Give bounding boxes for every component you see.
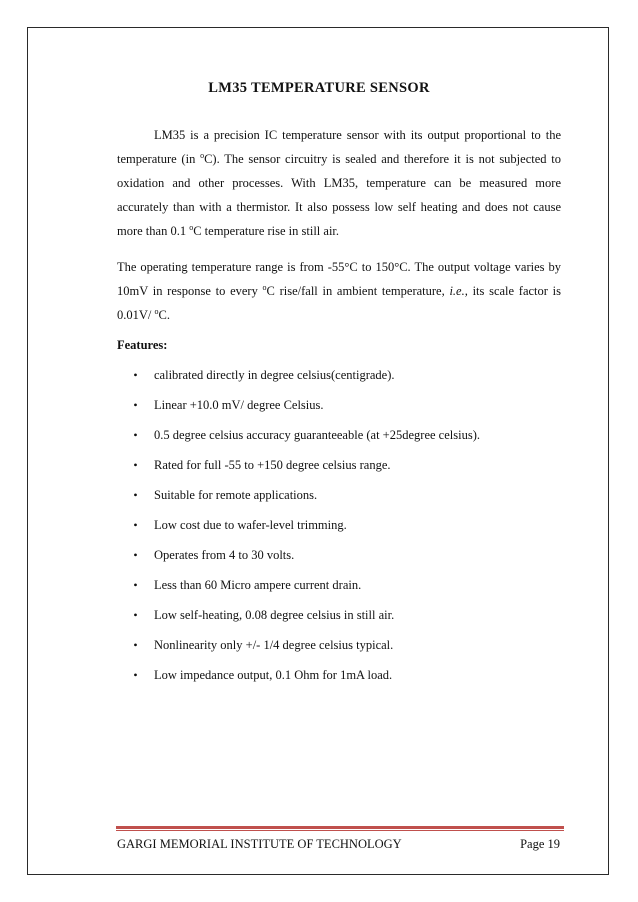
range-text-3: its scale factor is 0.01V/ — [117, 284, 561, 322]
feature-text: Less than 60 Micro ampere current drain. — [154, 578, 362, 592]
bullet-icon: • — [133, 518, 138, 532]
footer-institute: GARGI MEMORIAL INSTITUTE OF TECHNOLOGY — [117, 837, 402, 851]
range-text-1: The operating temperature range is from -55°C to 150°C. The output voltage varies by 10mV in response to every — [117, 260, 561, 298]
range-text-4: C. — [158, 308, 170, 322]
intro-text-1: LM35 is a precision IC temperature sensor with its output proportional to the temperature (in — [117, 128, 561, 166]
feature-text: Operates from 4 to 30 volts. — [154, 548, 295, 562]
feature-item — [117, 516, 480, 546]
bullet-icon: • — [133, 608, 138, 622]
feature-text: 0.5 degree celsius accuracy guaranteeable (at +25degree celsius). — [154, 428, 480, 442]
feature-item — [117, 666, 480, 696]
bullet-icon: • — [133, 668, 138, 682]
feature-item — [117, 456, 480, 486]
features-heading: Features: — [117, 338, 168, 352]
bullet-icon: • — [133, 428, 138, 442]
feature-text: Rated for full -55 to +150 degree celsius range. — [154, 458, 391, 472]
feature-item — [117, 546, 480, 576]
feature-item — [117, 636, 480, 666]
feature-text: Suitable for remote applications. — [154, 488, 318, 502]
range-paragraph — [117, 255, 561, 327]
footer-page-number: Page 19 — [520, 837, 560, 851]
feature-text: Low cost due to wafer-level trimming. — [154, 518, 347, 532]
feature-item — [117, 606, 480, 636]
bullet-icon: • — [133, 398, 138, 412]
feature-item — [117, 396, 480, 426]
degree-superscript: o — [154, 306, 159, 316]
bullet-icon: • — [133, 638, 138, 652]
footer-rule-thick — [116, 826, 564, 829]
bullet-icon: • — [133, 548, 138, 562]
bullet-icon: • — [133, 488, 138, 502]
degree-superscript: o — [189, 222, 194, 232]
feature-text: Low impedance output, 0.1 Ohm for 1mA load. — [154, 668, 393, 682]
feature-item — [117, 576, 480, 606]
footer-rule-thin — [116, 830, 564, 831]
feature-item — [117, 486, 480, 516]
intro-paragraph — [117, 123, 561, 243]
feature-text: Low self-heating, 0.08 degree celsius in still air. — [154, 608, 395, 622]
degree-superscript: o — [262, 282, 267, 292]
feature-item — [117, 366, 480, 396]
feature-text: calibrated directly in degree celsius(centigrade). — [154, 368, 395, 382]
feature-text: Nonlinearity only +/- 1/4 degree celsius typical. — [154, 638, 394, 652]
page-title: LM35 TEMPERATURE SENSOR — [208, 80, 430, 96]
intro-text-3: C temperature rise in still air. — [193, 224, 340, 238]
bullet-icon: • — [133, 578, 138, 592]
degree-superscript: o — [200, 150, 205, 160]
feature-list — [117, 366, 480, 696]
range-text-2: C rise/fall in ambient temperature, — [266, 284, 450, 298]
feature-text: Linear +10.0 mV/ degree Celsius. — [154, 398, 324, 412]
intro-text-2: C). The sensor circuitry is sealed and therefore it is not subjected to oxidation and other processes. With LM35, temperature can be measured more accurately than with a thermistor. It also possess low self heating and does not cause more than 0.1 — [117, 152, 561, 238]
ie-italic: i.e., — [449, 284, 468, 298]
feature-item — [117, 426, 480, 456]
bullet-icon: • — [133, 368, 138, 382]
bullet-icon: • — [133, 458, 138, 472]
